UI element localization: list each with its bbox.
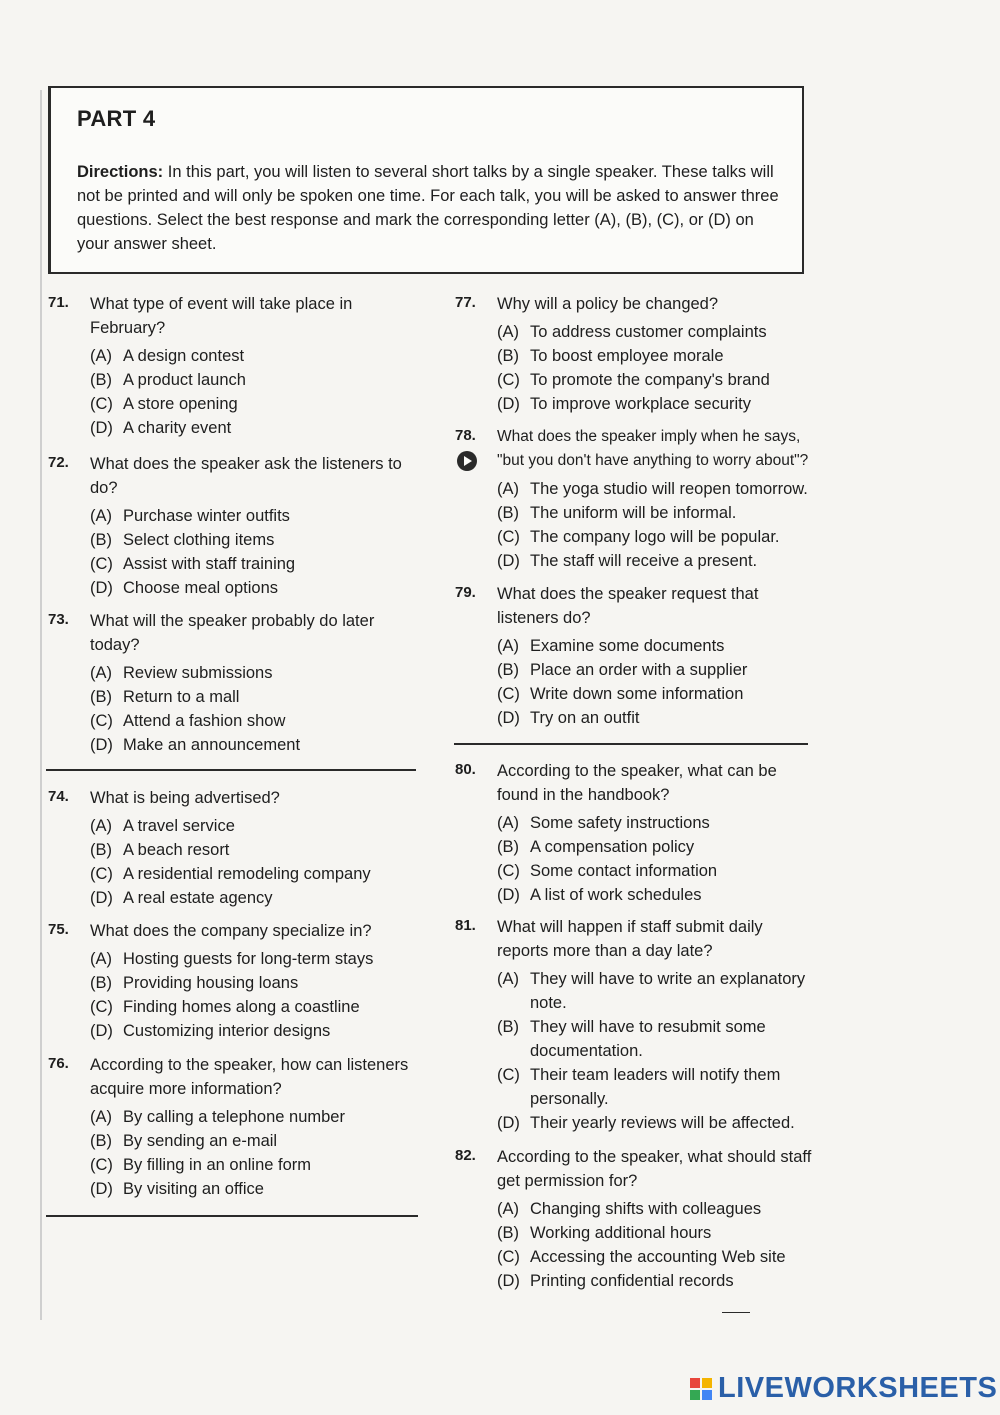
option-list xyxy=(90,814,420,910)
option-a[interactable]: (A) Some safety instructions xyxy=(497,814,710,832)
option-b[interactable]: (B) Providing housing loans xyxy=(90,974,299,992)
option-a[interactable]: (A) Changing shifts with colleagues xyxy=(497,1200,762,1218)
option-a[interactable]: (A) Examine some documents xyxy=(497,637,725,655)
option-d[interactable]: (D) Make an announcement xyxy=(90,736,301,754)
question-text: What does the speaker request that listeners do? xyxy=(497,585,759,627)
page-end-mark xyxy=(722,1312,750,1313)
section-divider xyxy=(454,743,808,745)
option-a[interactable]: (A) By calling a telephone number xyxy=(90,1108,345,1126)
option-list xyxy=(90,947,420,1043)
option-b[interactable]: (B) To boost employee morale xyxy=(497,347,724,365)
option-list xyxy=(497,477,827,573)
option-b[interactable]: (B) The uniform will be informal. xyxy=(497,504,737,522)
option-b[interactable]: (B) Place an order with a supplier xyxy=(497,661,748,679)
option-c[interactable]: (C) A residential remodeling company xyxy=(90,865,371,883)
option-b[interactable]: (B) Working additional hours xyxy=(497,1224,712,1242)
audio-play-icon[interactable] xyxy=(457,451,477,471)
question-text: Why will a policy be changed? xyxy=(497,295,719,313)
option-b[interactable]: (B) A beach resort xyxy=(90,841,230,859)
option-list xyxy=(90,1105,420,1201)
question-text: What type of event will take place in February? xyxy=(90,295,353,337)
option-c[interactable]: (C) Their team leaders will notify them personally. xyxy=(497,1066,781,1108)
question-text: According to the speaker, how can listeners acquire more information? xyxy=(90,1056,409,1098)
option-a[interactable]: (A) Review submissions xyxy=(90,664,273,682)
option-d[interactable]: (D) A list of work schedules xyxy=(497,886,702,904)
option-list xyxy=(497,967,817,1135)
liveworksheets-logo-icon xyxy=(690,1378,712,1400)
question-number: 81. xyxy=(455,917,476,934)
question-number: 77. xyxy=(455,294,476,311)
question-number: 76. xyxy=(48,1055,69,1072)
option-c[interactable]: (C) By filling in an online form xyxy=(90,1156,312,1174)
option-list xyxy=(90,661,420,757)
option-b[interactable]: (B) A compensation policy xyxy=(497,838,695,856)
option-d[interactable]: (D) Customizing interior designs xyxy=(90,1022,331,1040)
option-b[interactable]: (B) Select clothing items xyxy=(90,531,275,549)
question-number: 74. xyxy=(48,788,69,805)
section-divider xyxy=(46,769,416,771)
option-c[interactable]: (C) A store opening xyxy=(90,395,238,413)
option-d[interactable]: (D) Their yearly reviews will be affected. xyxy=(497,1114,795,1132)
option-list xyxy=(497,634,827,730)
option-c[interactable]: (C) Attend a fashion show xyxy=(90,712,286,730)
option-b[interactable]: (B) By sending an e-mail xyxy=(90,1132,278,1150)
option-a[interactable]: (A) The yoga studio will reopen tomorrow. xyxy=(497,480,808,498)
directions-body: In this part, you will listen to several short talks by a single speaker. These talks will not be printed and will only be spoken one time. For each talk, you will be asked to answer three questions. Select the best response and mark the corresponding letter (A), (B), (C), or (D) on your answer sheet. xyxy=(77,163,779,253)
question-text: According to the speaker, what can be found in the handbook? xyxy=(497,762,777,804)
question-text: What does the company specialize in? xyxy=(90,922,372,940)
question-text: What is being advertised? xyxy=(90,789,280,807)
option-list xyxy=(90,344,420,440)
option-list xyxy=(90,504,420,600)
watermark-text: LIVEWORKSHEETS xyxy=(718,1372,998,1404)
question-text: What will the speaker probably do later today? xyxy=(90,612,375,654)
option-d[interactable]: (D) A charity event xyxy=(90,419,232,437)
option-a[interactable]: (A) They will have to write an explanatory note. xyxy=(497,970,806,1012)
question-number: 79. xyxy=(455,584,476,601)
page-edge-line xyxy=(40,90,42,1320)
question-number: 75. xyxy=(48,921,69,938)
option-c[interactable]: (C) To promote the company's brand xyxy=(497,371,770,389)
option-d[interactable]: (D) Printing confidential records xyxy=(497,1272,734,1290)
question-number: 78. xyxy=(455,427,476,444)
option-a[interactable]: (A) To address customer complaints xyxy=(497,323,767,341)
directions-label: Directions: xyxy=(77,163,164,181)
option-a[interactable]: (A) A design contest xyxy=(90,347,245,365)
option-c[interactable]: (C) The company logo will be popular. xyxy=(497,528,780,546)
option-c[interactable]: (C) Write down some information xyxy=(497,685,744,703)
option-c[interactable]: (C) Finding homes along a coastline xyxy=(90,998,360,1016)
option-a[interactable]: (A) Purchase winter outfits xyxy=(90,507,290,525)
question-number: 82. xyxy=(455,1147,476,1164)
option-c[interactable]: (C) Assist with staff training xyxy=(90,555,296,573)
option-d[interactable]: (D) A real estate agency xyxy=(90,889,273,907)
part-title: PART 4 xyxy=(77,106,156,131)
question-number: 71. xyxy=(48,294,69,311)
option-b[interactable]: (B) A product launch xyxy=(90,371,246,389)
question-text: What will happen if staff submit daily reports more than a day late? xyxy=(497,918,763,960)
option-b[interactable]: (B) They will have to resubmit some documentation. xyxy=(497,1018,766,1060)
question-text: What does the speaker ask the listeners to do? xyxy=(90,455,402,497)
option-a[interactable]: (A) A travel service xyxy=(90,817,235,835)
option-c[interactable]: (C) Accessing the accounting Web site xyxy=(497,1248,786,1266)
option-a[interactable]: (A) Hosting guests for long-term stays xyxy=(90,950,374,968)
option-b[interactable]: (B) Return to a mall xyxy=(90,688,240,706)
directions-text xyxy=(77,160,789,256)
option-d[interactable]: (D) By visiting an office xyxy=(90,1180,264,1198)
option-d[interactable]: (D) The staff will receive a present. xyxy=(497,552,758,570)
option-list xyxy=(497,320,827,416)
directions-box xyxy=(48,86,804,274)
question-number: 72. xyxy=(48,454,69,471)
option-d[interactable]: (D) To improve workplace security xyxy=(497,395,751,413)
option-list xyxy=(497,811,827,907)
option-d[interactable]: (D) Try on an outfit xyxy=(497,709,640,727)
option-c[interactable]: (C) Some contact information xyxy=(497,862,718,880)
section-divider xyxy=(46,1215,418,1217)
question-text: What does the speaker imply when he says, "but you don't have anything to worry about"? xyxy=(497,428,809,469)
option-list xyxy=(497,1197,827,1293)
question-number: 73. xyxy=(48,611,69,628)
question-number: 80. xyxy=(455,761,476,778)
option-d[interactable]: (D) Choose meal options xyxy=(90,579,279,597)
question-text: According to the speaker, what should staff get permission for? xyxy=(497,1148,812,1190)
